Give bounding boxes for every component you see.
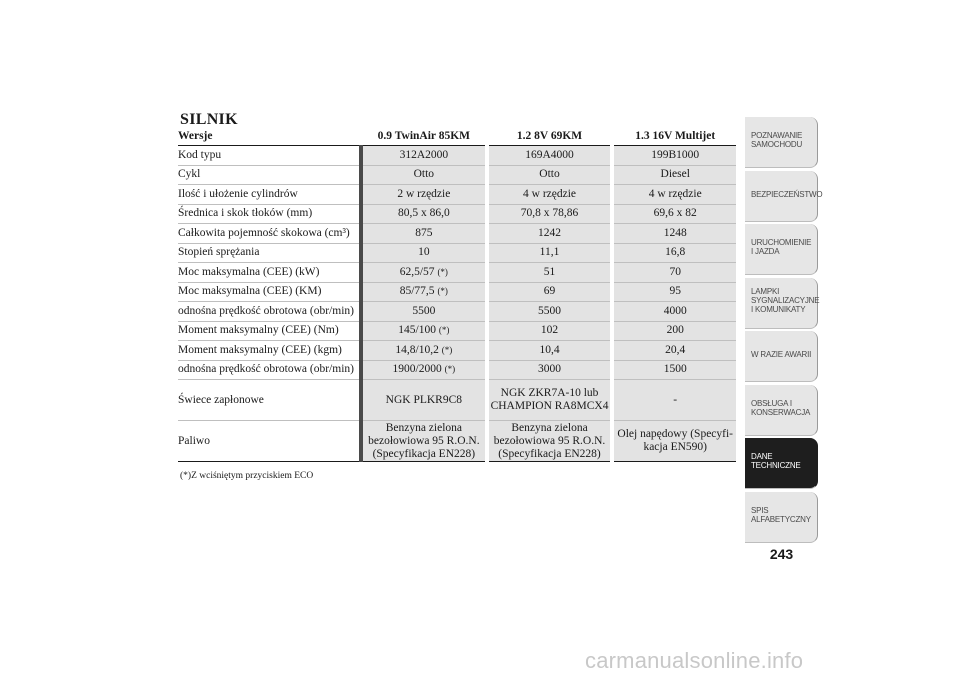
cell-value: 11,1 — [487, 243, 613, 263]
cell-value: - — [612, 380, 738, 421]
cell-value: 169A4000 — [487, 146, 613, 166]
cell-value: 4000 — [612, 302, 738, 322]
cell-value: 2 w rzędzie — [361, 185, 487, 205]
watermark: carmanualsonline.info — [585, 648, 804, 673]
cell-text: 85/77,5 — [399, 285, 435, 298]
row-label: Moment maksymalny (CEE) (Nm) — [178, 321, 361, 341]
row-label: Moc maksymalna (CEE) (kW) — [178, 263, 361, 283]
header-twinair: 0.9 TwinAir 85KM — [361, 127, 487, 146]
header-8v: 1.2 8V 69KM — [487, 127, 613, 146]
row-label: Moc maksymalna (CEE) (KM) — [178, 282, 361, 302]
table-row — [178, 224, 738, 244]
cell-value: NGK PLKR9C8 — [361, 380, 487, 421]
page-number: 243 — [769, 546, 794, 562]
tab-lampki-sygnalizacyjne[interactable]: LAMPKI SYGNALIZACYJNE I KOMUNIKATY — [745, 278, 818, 329]
cell-value: 20,4 — [612, 341, 738, 361]
row-label: odnośna prędkość obrotowa (obr/min) — [178, 302, 361, 322]
table-row — [178, 263, 738, 283]
cell-value — [361, 341, 487, 361]
row-label: Świece zapłonowe — [178, 380, 361, 421]
table-header-row — [178, 127, 738, 146]
cell-value — [361, 360, 487, 380]
cell-value: 69,6 x 82 — [612, 204, 738, 224]
row-label: Stopień sprężania — [178, 243, 361, 263]
table-row — [178, 421, 738, 462]
cell-text: 14,8/10,2 — [395, 343, 439, 356]
cell-value: 875 — [361, 224, 487, 244]
table-row — [178, 243, 738, 263]
cell-text: 145/100 — [398, 324, 436, 337]
table-row — [178, 380, 738, 421]
cell-value: 4 w rzędzie — [487, 185, 613, 205]
cell-value: 51 — [487, 263, 613, 283]
cell-value: Otto — [361, 165, 487, 185]
row-label: Całkowita pojemność skokowa (cm³) — [178, 224, 361, 244]
table-row — [178, 204, 738, 224]
header-multijet: 1.3 16V Multijet — [612, 127, 738, 146]
row-label: Kod typu — [178, 146, 361, 166]
eco-mark: (*) — [437, 286, 448, 297]
cell-value: 200 — [612, 321, 738, 341]
cell-value: 16,8 — [612, 243, 738, 263]
table-row — [178, 185, 738, 205]
cell-value: 5500 — [487, 302, 613, 322]
table-row — [178, 360, 738, 380]
header-versions: Wersje — [178, 127, 361, 146]
cell-value: Benzyna zielona bezołowiowa 95 R.O.N. (Specyfikacja EN228) — [361, 421, 487, 462]
footnote: (*)Z wciśniętym przyciskiem ECO — [180, 471, 314, 481]
cell-value: 70 — [612, 263, 738, 283]
table-row — [178, 282, 738, 302]
table-row — [178, 341, 738, 361]
cell-value: 4 w rzędzie — [612, 185, 738, 205]
tab-spis-alfabetyczny[interactable]: SPIS ALFABETYCZNY — [745, 492, 818, 543]
cell-value: 70,8 x 78,86 — [487, 204, 613, 224]
chapter-tabs — [745, 117, 823, 545]
tab-w-razie-awarii[interactable]: W RAZIE AWARII — [745, 331, 818, 382]
engine-spec-table — [178, 127, 740, 462]
tab-uruchomienie-i-jazda[interactable]: URUCHOMIENIE I JAZDA — [745, 224, 818, 275]
row-label: Moment maksymalny (CEE) (kgm) — [178, 341, 361, 361]
cell-value: Olej napędowy (Specyfi-kacja EN590) — [612, 421, 738, 462]
cell-value — [361, 282, 487, 302]
cell-value: 1500 — [612, 360, 738, 380]
cell-value — [361, 321, 487, 341]
cell-value: Benzyna zielona bezołowiowa 95 R.O.N. (Specyfikacja EN228) — [487, 421, 613, 462]
cell-value: 312A2000 — [361, 146, 487, 166]
cell-value: 1242 — [487, 224, 613, 244]
cell-value: 1248 — [612, 224, 738, 244]
row-label: odnośna prędkość obrotowa (obr/min) — [178, 360, 361, 380]
table-row — [178, 321, 738, 341]
table-row — [178, 165, 738, 185]
cell-value: 10 — [361, 243, 487, 263]
eco-mark: (*) — [437, 266, 448, 277]
cell-value: 69 — [487, 282, 613, 302]
eco-mark: (*) — [438, 325, 450, 336]
row-label: Ilość i ułożenie cylindrów — [178, 185, 361, 205]
tab-dane-techniczne[interactable]: DANE TECHNICZNE — [745, 438, 818, 489]
row-label: Paliwo — [178, 421, 361, 462]
cell-value: Otto — [487, 165, 613, 185]
cell-value: 80,5 x 86,0 — [361, 204, 487, 224]
row-label: Cykl — [178, 165, 361, 185]
row-label: Średnica i skok tłoków (mm) — [178, 204, 361, 224]
eco-mark: (*) — [444, 364, 456, 375]
cell-text: 1900/2000 — [392, 363, 442, 376]
table-row — [178, 302, 738, 322]
eco-mark: (*) — [441, 344, 453, 355]
tab-obsluga-i-konserwacja[interactable]: OBSŁUGA I KONSERWACJA — [745, 385, 818, 436]
cell-value: 199B1000 — [612, 146, 738, 166]
cell-value: NGK ZKR7A-10 lub CHAMPION RA8MCX4 — [487, 380, 613, 421]
cell-value — [361, 263, 487, 283]
tab-bezpieczenstwo[interactable]: BEZPIECZEŃSTWO — [745, 171, 818, 222]
cell-value: 102 — [487, 321, 613, 341]
table-row — [178, 146, 738, 166]
cell-value: Diesel — [612, 165, 738, 185]
cell-text: 62,5/57 — [399, 265, 435, 278]
cell-value: 95 — [612, 282, 738, 302]
cell-value: 10,4 — [487, 341, 613, 361]
cell-value: 3000 — [487, 360, 613, 380]
section-title: SILNIK — [180, 111, 238, 128]
tab-poznawanie-samochodu[interactable]: POZNAWANIE SAMOCHODU — [745, 117, 818, 168]
cell-value: 5500 — [361, 302, 487, 322]
